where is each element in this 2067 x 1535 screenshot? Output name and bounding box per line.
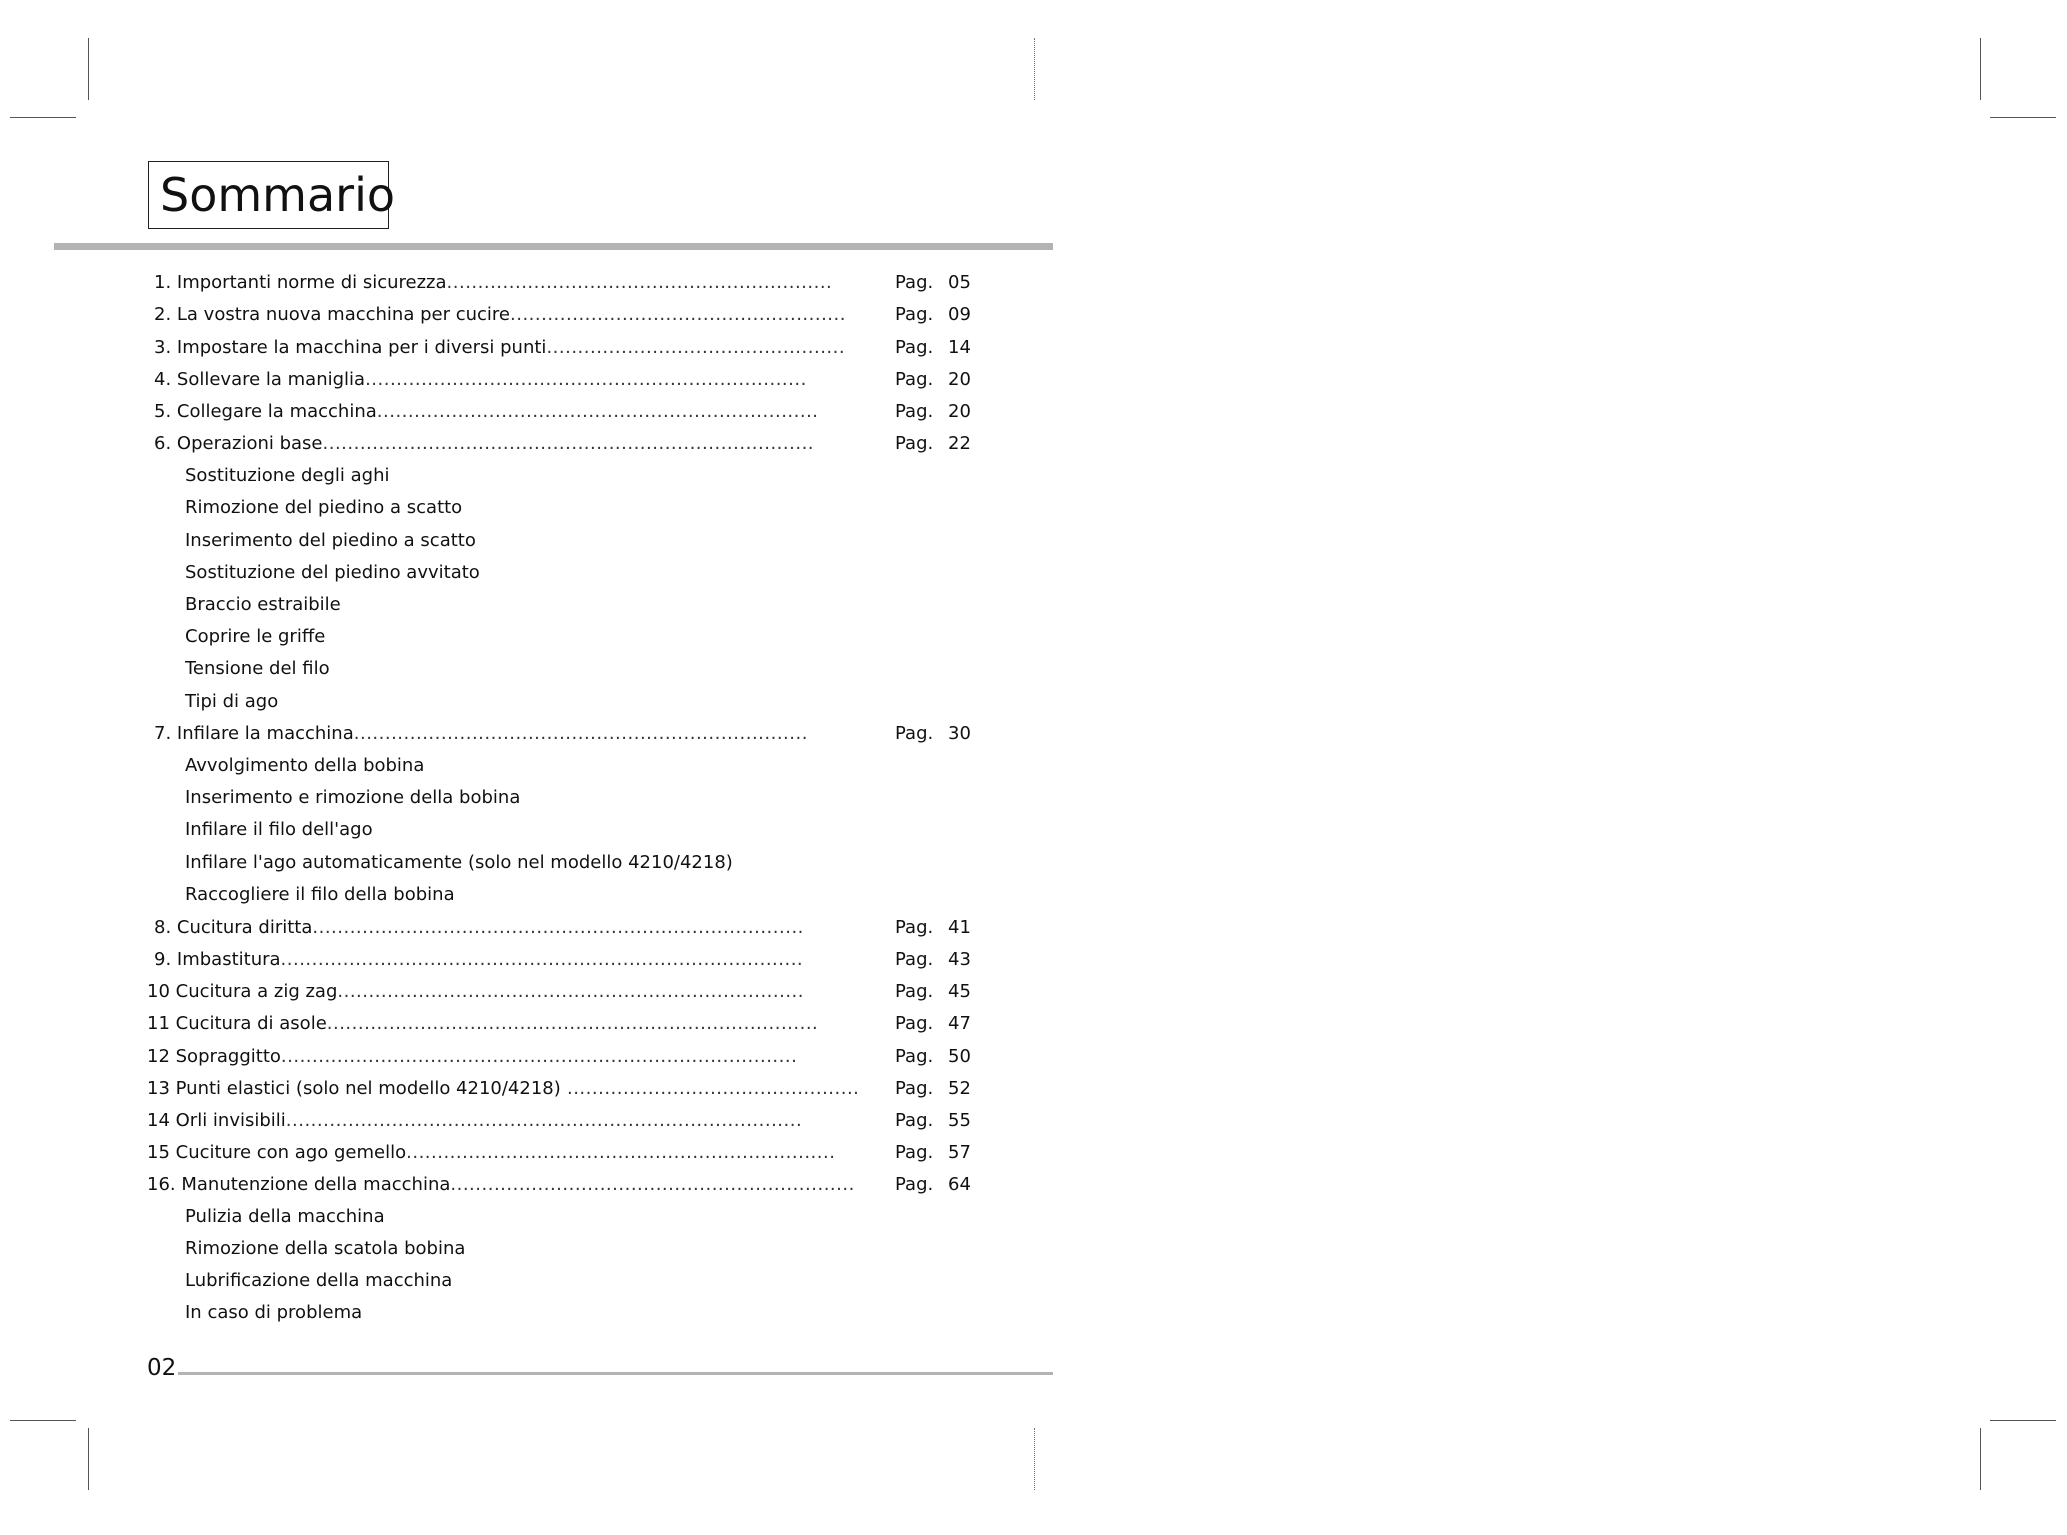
toc-subentry bbox=[0, 590, 1000, 620]
toc-entry-label: 8. Cucitura diritta bbox=[154, 917, 313, 938]
page-title: Sommario bbox=[160, 168, 395, 222]
dot-leader: .............................................................. bbox=[446, 272, 833, 293]
dot-leader: ........................................................................... bbox=[337, 981, 805, 1002]
toc-entry-label: Lubrificazione della macchina bbox=[185, 1270, 453, 1291]
dot-leader: ...................................................... bbox=[510, 304, 846, 325]
page-ref: 57 bbox=[948, 1142, 971, 1163]
toc-entry bbox=[0, 719, 1000, 749]
toc-subentry bbox=[0, 687, 1000, 717]
toc-entry-label: Sostituzione del piedino avvitato bbox=[185, 562, 480, 583]
dot-leader: ................................................................................... bbox=[285, 1110, 803, 1131]
toc-subentry bbox=[0, 880, 1000, 910]
toc-entry-title bbox=[147, 977, 804, 1007]
toc-entry-label: Rimozione della scatola bobina bbox=[185, 1238, 466, 1259]
page-ref: 09 bbox=[948, 304, 971, 325]
toc-entry-title bbox=[185, 751, 424, 781]
page-label: Pag. bbox=[895, 433, 934, 454]
toc-entry-title bbox=[147, 1138, 835, 1168]
page-ref: 52 bbox=[948, 1078, 971, 1099]
toc-entry-label: Raccogliere il filo della bobina bbox=[185, 884, 455, 905]
page-label: Pag. bbox=[895, 401, 934, 422]
toc-subentry bbox=[0, 783, 1000, 813]
dot-leader: .................................................................................... bbox=[280, 949, 804, 970]
toc-entry-label: Pulizia della macchina bbox=[185, 1206, 385, 1227]
toc-entry-title bbox=[185, 880, 455, 910]
toc-entry-title bbox=[185, 590, 341, 620]
page-ref: 22 bbox=[948, 433, 971, 454]
page-label: Pag. bbox=[895, 369, 934, 390]
dot-leader: ............................................................................... bbox=[312, 917, 804, 938]
page-ref: 45 bbox=[948, 981, 971, 1002]
toc-subentry bbox=[0, 461, 1000, 491]
toc-entry-title bbox=[147, 1106, 802, 1136]
toc-entry bbox=[0, 913, 1000, 943]
toc-entry bbox=[0, 1138, 1000, 1168]
toc-entry bbox=[0, 268, 1000, 298]
toc-entry-title bbox=[185, 783, 520, 813]
toc-entry-title bbox=[185, 1266, 452, 1296]
toc-entry bbox=[0, 397, 1000, 427]
dot-leader: ..................................................................... bbox=[406, 1142, 836, 1163]
toc-entry-title bbox=[154, 913, 804, 943]
toc-entry-title bbox=[154, 719, 808, 749]
dot-leader: ......................................................................... bbox=[353, 723, 808, 744]
page-label: Pag. bbox=[895, 272, 934, 293]
toc-entry-title bbox=[185, 526, 476, 556]
toc-entry-label: 1. Importanti norme di sicurezza bbox=[154, 272, 447, 293]
page-label: Pag. bbox=[895, 304, 934, 325]
page-ref: 20 bbox=[948, 401, 971, 422]
toc-entry-title bbox=[185, 1234, 465, 1264]
toc-entry-label: 7. Infilare la macchina bbox=[154, 723, 354, 744]
dot-leader: ....................................................................... bbox=[365, 369, 807, 390]
toc-entry-title bbox=[154, 397, 819, 427]
toc-entry-label: 15 Cuciture con ago gemello bbox=[147, 1142, 407, 1163]
toc-subentry bbox=[0, 1298, 1000, 1328]
toc-entry-label: 14 Orli invisibili bbox=[147, 1110, 286, 1131]
toc-entry-label: Inserimento del piedino a scatto bbox=[185, 530, 476, 551]
page-ref: 55 bbox=[948, 1110, 971, 1131]
toc-subentry bbox=[0, 526, 1000, 556]
toc-entry-label: Infilare l'ago automaticamente (solo nel modello 4210/4218) bbox=[185, 852, 733, 873]
toc-entry-label: Avvolgimento della bobina bbox=[185, 755, 425, 776]
page-label: Pag. bbox=[895, 1046, 934, 1067]
toc-entry-label: 12 Sopraggitto bbox=[147, 1046, 281, 1067]
toc-entry-title bbox=[154, 365, 807, 395]
page-ref: 14 bbox=[948, 337, 971, 358]
dot-leader: ................................................................. bbox=[450, 1174, 855, 1195]
toc-entry bbox=[0, 429, 1000, 459]
toc-entry-label: Sostituzione degli aghi bbox=[185, 465, 390, 486]
page-ref: 41 bbox=[948, 917, 971, 938]
toc-entry bbox=[0, 977, 1000, 1007]
toc-entry-label: Tipi di ago bbox=[185, 691, 279, 712]
toc-entry-title bbox=[147, 1170, 855, 1200]
toc-entry-title bbox=[185, 815, 373, 845]
toc-entry-title bbox=[185, 622, 325, 652]
toc-subentry bbox=[0, 493, 1000, 523]
toc-entry-label: Rimozione del piedino a scatto bbox=[185, 497, 463, 518]
toc-entry-title bbox=[185, 1202, 385, 1232]
dot-leader: ............................................................................... bbox=[326, 1013, 819, 1034]
page-number: 02 bbox=[147, 1355, 177, 1381]
page-label: Pag. bbox=[895, 1013, 934, 1034]
toc-entry bbox=[0, 1106, 1000, 1136]
toc-entry bbox=[0, 945, 1000, 975]
toc-entry-title bbox=[154, 945, 803, 975]
toc-entry-title bbox=[185, 654, 330, 684]
page-label: Pag. bbox=[895, 1142, 934, 1163]
toc-entry bbox=[0, 1074, 1000, 1104]
page-label: Pag. bbox=[895, 981, 934, 1002]
toc-entry-title bbox=[147, 1009, 818, 1039]
toc-entry-label: 10 Cucitura a zig zag bbox=[147, 981, 338, 1002]
toc-subentry bbox=[0, 815, 1000, 845]
page-label: Pag. bbox=[895, 723, 934, 744]
toc-subentry bbox=[0, 654, 1000, 684]
toc-entry bbox=[0, 1042, 1000, 1072]
page-label: Pag. bbox=[895, 917, 934, 938]
page-ref: 30 bbox=[948, 723, 971, 744]
toc-entry bbox=[0, 1170, 1000, 1200]
toc-entry-title bbox=[185, 493, 462, 523]
toc-entry-label: 11 Cucitura di asole bbox=[147, 1013, 327, 1034]
page-label: Pag. bbox=[895, 337, 934, 358]
toc-entry-label: Coprire le griffe bbox=[185, 626, 326, 647]
toc-entry-title bbox=[154, 429, 814, 459]
dot-leader: ................................................................................... bbox=[280, 1046, 798, 1067]
toc-entry-label: 2. La vostra nuova macchina per cucire bbox=[154, 304, 510, 325]
toc-entry-label: Infilare il filo dell'ago bbox=[185, 819, 373, 840]
toc-entry-title bbox=[147, 1074, 859, 1104]
toc-entry-label: 4. Sollevare la maniglia bbox=[154, 369, 366, 390]
toc-entry-label: Inserimento e rimozione della bobina bbox=[185, 787, 521, 808]
toc-entry-label: 6. Operazioni base bbox=[154, 433, 323, 454]
page-ref: 05 bbox=[948, 272, 971, 293]
toc-entry-label: 13 Punti elastici (solo nel modello 4210/4218) bbox=[147, 1078, 561, 1099]
toc-entry-title bbox=[185, 1298, 362, 1328]
toc-entry-title bbox=[147, 1042, 797, 1072]
dot-leader: ....................................................................... bbox=[376, 401, 819, 422]
toc-entry-label: 16. Manutenzione della macchina bbox=[147, 1174, 451, 1195]
toc-entry-title bbox=[185, 558, 480, 588]
toc-subentry bbox=[0, 558, 1000, 588]
toc-entry-label: 5. Collegare la macchina bbox=[154, 401, 377, 422]
toc-entry-title bbox=[154, 268, 832, 298]
page-label: Pag. bbox=[895, 1110, 934, 1131]
toc-entry bbox=[0, 1009, 1000, 1039]
toc-entry-title bbox=[185, 687, 278, 717]
toc-entry-title bbox=[185, 461, 390, 491]
footer-divider bbox=[178, 1372, 1053, 1375]
toc-entry-title bbox=[185, 848, 733, 878]
dot-leader: ............................................... bbox=[560, 1078, 860, 1099]
toc-entry-label: Tensione del filo bbox=[185, 658, 330, 679]
page-label: Pag. bbox=[895, 1174, 934, 1195]
dot-leader: ................................................ bbox=[546, 337, 846, 358]
page-label: Pag. bbox=[895, 1078, 934, 1099]
page-ref: 50 bbox=[948, 1046, 971, 1067]
toc-subentry bbox=[0, 848, 1000, 878]
page-ref: 64 bbox=[948, 1174, 971, 1195]
toc-entry bbox=[0, 365, 1000, 395]
page-label: Pag. bbox=[895, 949, 934, 970]
toc-subentry bbox=[0, 622, 1000, 652]
dot-leader: ............................................................................... bbox=[322, 433, 815, 454]
toc-subentry bbox=[0, 1202, 1000, 1232]
page-ref: 47 bbox=[948, 1013, 971, 1034]
toc-entry bbox=[0, 300, 1000, 330]
toc-entry-label: In caso di problema bbox=[185, 1302, 363, 1323]
toc-subentry bbox=[0, 1234, 1000, 1264]
toc-entry-title bbox=[154, 333, 845, 363]
toc-entry-label: Braccio estraibile bbox=[185, 594, 341, 615]
page-ref: 20 bbox=[948, 369, 971, 390]
toc-subentry bbox=[0, 751, 1000, 781]
toc-entry-title bbox=[154, 300, 846, 330]
toc-entry bbox=[0, 333, 1000, 363]
toc-entry-label: 3. Impostare la macchina per i diversi punti bbox=[154, 337, 547, 358]
page-ref: 43 bbox=[948, 949, 971, 970]
toc-subentry bbox=[0, 1266, 1000, 1296]
toc-entry-label: 9. Imbastitura bbox=[154, 949, 281, 970]
